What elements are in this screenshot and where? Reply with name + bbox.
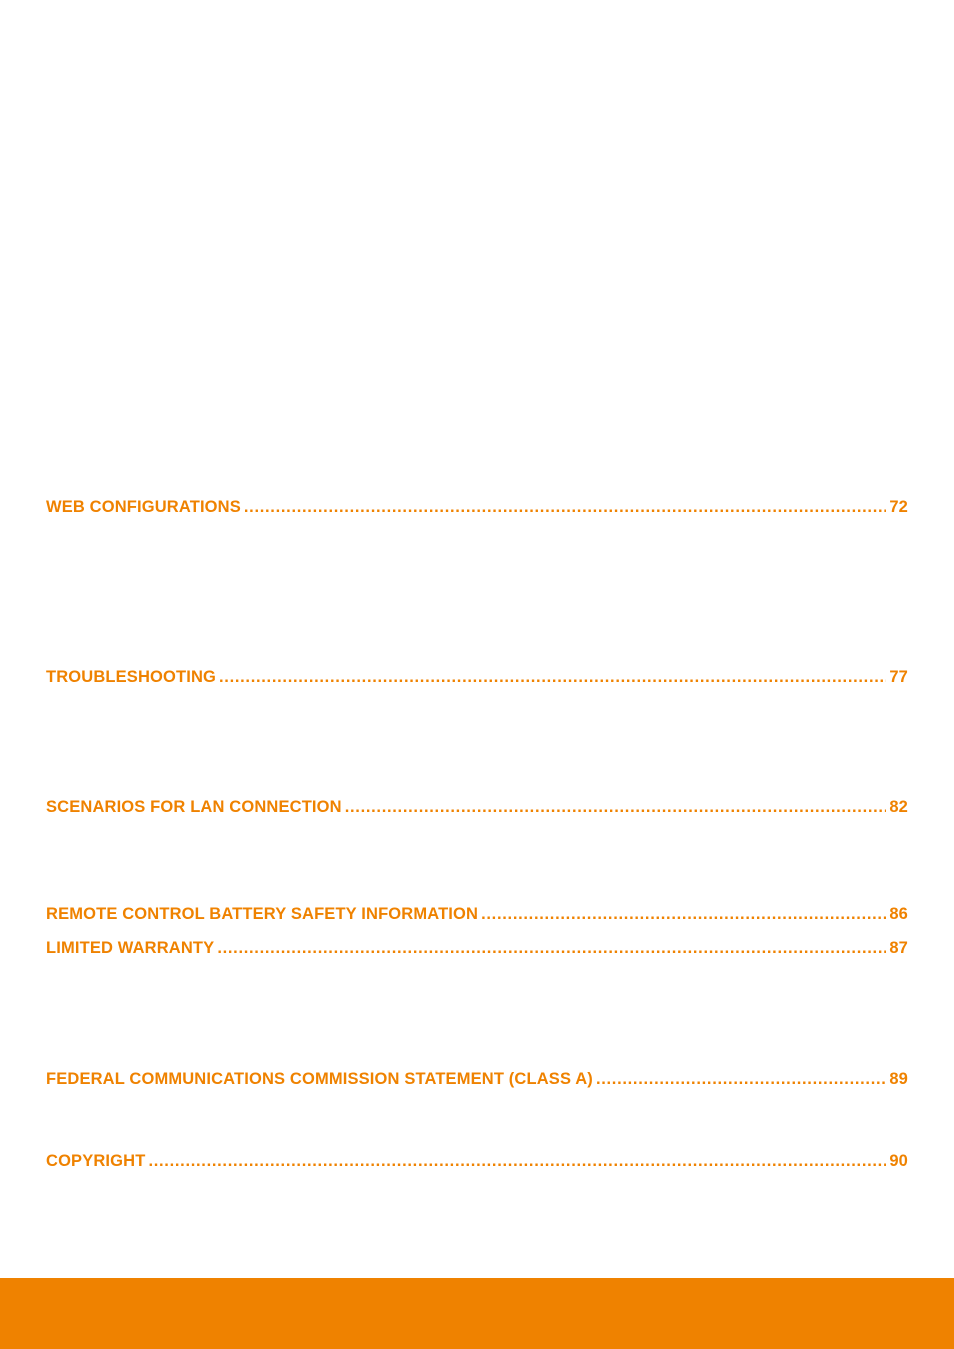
toc-entry-limited-warranty[interactable] (46, 938, 908, 958)
toc-leader-dots (596, 1069, 886, 1089)
toc-entry-page: 82 (889, 798, 908, 816)
toc-entry-title: TROUBLESHOOTING (46, 668, 216, 686)
toc-entry-web-configurations[interactable] (46, 497, 908, 517)
toc-entry-title: COPYRIGHT (46, 1152, 146, 1170)
toc-entry-page: 90 (889, 1152, 908, 1170)
toc-entry-scenarios-lan[interactable] (46, 797, 908, 817)
toc-entry-title: WEB CONFIGURATIONS (46, 498, 241, 516)
toc-entry-fcc-statement[interactable] (46, 1069, 908, 1089)
toc-entry-title: REMOTE CONTROL BATTERY SAFETY INFORMATION (46, 905, 479, 923)
toc-leader-dots (345, 797, 887, 817)
toc-entry-page: 86 (889, 905, 908, 923)
toc-entry-copyright[interactable] (46, 1151, 908, 1171)
toc-entry-remote-battery-safety[interactable] (46, 904, 908, 924)
toc-entry-title: FEDERAL COMMUNICATIONS COMMISSION STATEMENT (CLASS A) (46, 1070, 593, 1088)
toc-entry-page: 77 (889, 668, 908, 686)
toc-entry-page: 89 (889, 1070, 908, 1088)
toc-entry-page: 87 (889, 939, 908, 957)
toc-leader-dots (244, 497, 886, 517)
toc-leader-dots (481, 904, 886, 924)
toc-entry-title: SCENARIOS FOR LAN CONNECTION (46, 798, 342, 816)
toc-entry-troubleshooting[interactable] (46, 667, 908, 687)
toc-leader-dots (219, 667, 886, 687)
toc-leader-dots (217, 938, 886, 958)
footer-band (0, 1278, 954, 1349)
toc-entry-title: LIMITED WARRANTY (46, 939, 215, 957)
toc-entry-page: 72 (889, 498, 908, 516)
toc-leader-dots (148, 1151, 886, 1171)
